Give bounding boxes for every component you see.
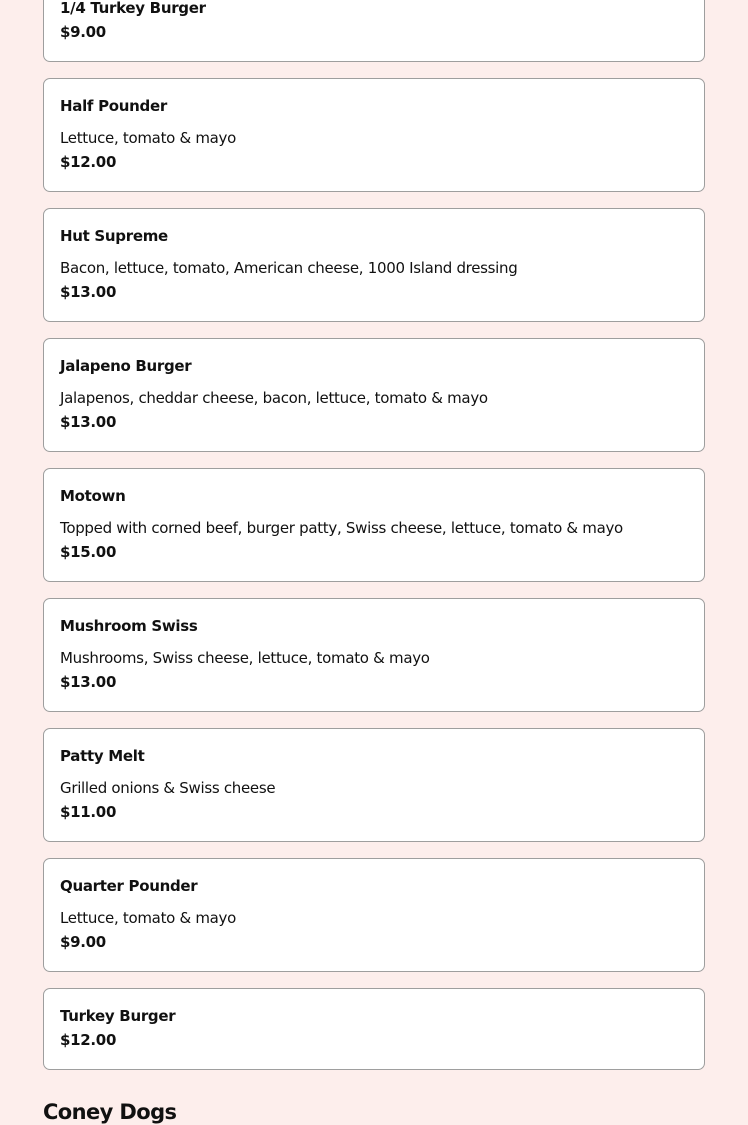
menu-item-name: Mushroom Swiss <box>60 617 198 635</box>
menu-item-card[interactable] <box>43 78 705 192</box>
menu-item-description: Jalapenos, cheddar cheese, bacon, lettuce, tomato & mayo <box>60 389 488 407</box>
menu-item-price: $9.00 <box>60 23 106 41</box>
menu-item-card[interactable] <box>43 0 705 62</box>
menu-item-price: $13.00 <box>60 283 117 301</box>
menu-item-card[interactable] <box>43 988 705 1070</box>
menu-item-description: Topped with corned beef, burger patty, Swiss cheese, lettuce, tomato & mayo <box>60 519 623 537</box>
menu-item-name: Motown <box>60 487 126 505</box>
menu-item-price: $11.00 <box>60 803 117 821</box>
menu-item-name: Jalapeno Burger <box>60 357 192 375</box>
menu-item-price: $9.00 <box>60 933 106 951</box>
menu-item-name: 1/4 Turkey Burger <box>60 0 206 17</box>
menu-item-description: Bacon, lettuce, tomato, American cheese, 1000 Island dressing <box>60 259 518 277</box>
menu-item-description: Grilled onions & Swiss cheese <box>60 779 276 797</box>
menu-item-name: Patty Melt <box>60 747 145 765</box>
menu-item-name: Hut Supreme <box>60 227 168 245</box>
menu-item-price: $13.00 <box>60 673 117 691</box>
menu-item-card[interactable] <box>43 468 705 582</box>
menu-item-card[interactable] <box>43 338 705 452</box>
section-heading: Coney Dogs <box>43 1100 177 1124</box>
menu-item-name: Half Pounder <box>60 97 167 115</box>
menu-item-description: Lettuce, tomato & mayo <box>60 129 237 147</box>
menu-item-card[interactable] <box>43 858 705 972</box>
menu-item-price: $12.00 <box>60 153 117 171</box>
menu-item-price: $15.00 <box>60 543 117 561</box>
menu-item-card[interactable] <box>43 728 705 842</box>
menu-item-card[interactable] <box>43 598 705 712</box>
menu-item-list <box>43 0 705 1086</box>
menu-item-price: $12.00 <box>60 1031 117 1049</box>
menu-item-card[interactable] <box>43 208 705 322</box>
menu-item-description: Lettuce, tomato & mayo <box>60 909 237 927</box>
menu-item-price: $13.00 <box>60 413 117 431</box>
menu-item-name: Turkey Burger <box>60 1007 176 1025</box>
menu-item-description: Mushrooms, Swiss cheese, lettuce, tomato & mayo <box>60 649 430 667</box>
menu-item-name: Quarter Pounder <box>60 877 198 895</box>
